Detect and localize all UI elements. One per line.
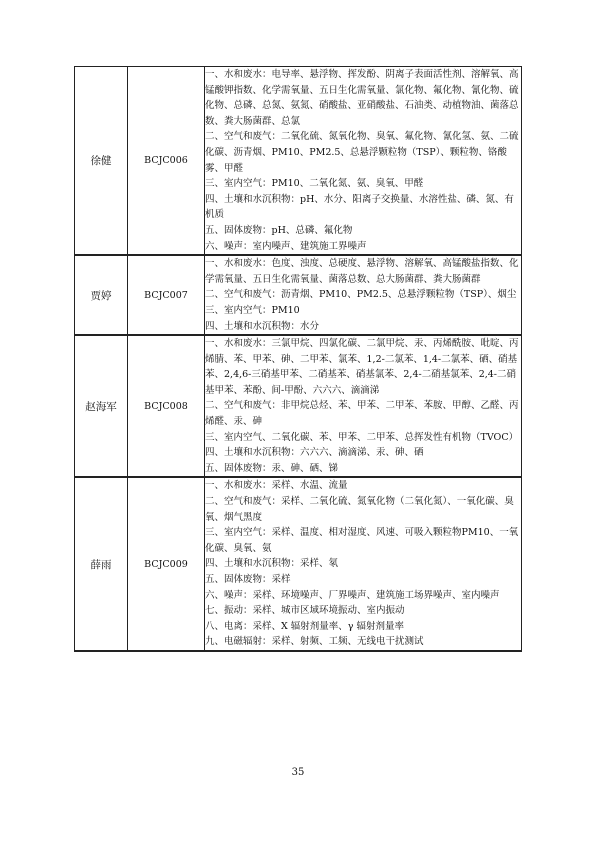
scope-item: 八、电离：采样、X 辐射剂量率、γ 辐射剂量率 <box>205 620 404 632</box>
person-name: 赵海军 <box>75 335 128 477</box>
staff-qualification-table <box>74 66 522 652</box>
person-name: 薛雨 <box>75 477 128 651</box>
scope-item: 三、室内空气、二氧化碳、苯、甲苯、二甲苯、总挥发性有机物（TVOC） <box>205 431 519 443</box>
test-scope <box>205 67 522 256</box>
scope-item: 五、固体废物：汞、砷、硒、锑 <box>205 462 339 474</box>
test-scope <box>205 255 522 335</box>
scope-item: 二、空气和废气：沥青烟、PM10、PM2.5、总悬浮颗粒物（TSP）、烟尘 <box>205 289 517 301</box>
staff-code: BCJC007 <box>128 255 205 335</box>
scope-item: 一、水和废水：电导率、悬浮物、挥发酚、阴离子表面活性剂、溶解氧、高锰酸钾指数、化学需氧量、五日生化需氧量、氯化物、氟化物、氰化物、硫化物、总磷、总氮、氨氮、硝酸盐、亚硝酸盐、石油类、动植物油、菌落总数、粪大肠菌群、总氯 <box>205 69 519 127</box>
staff-code: BCJC008 <box>128 335 205 477</box>
person-name: 贾婷 <box>75 255 128 335</box>
scope-item: 五、固体废物：采样 <box>205 574 291 585</box>
table-row <box>75 255 522 335</box>
table-body <box>75 67 522 651</box>
scope-item: 三、室内空气：PM10、二氧化氮、氨、臭氧、甲醛 <box>205 178 424 190</box>
table-row <box>75 67 522 256</box>
scope-item: 一、水和废水：采样、水温、流量 <box>205 480 348 492</box>
scope-item: 五、固体废物：pH、总磷、氟化物 <box>205 224 353 236</box>
scope-item: 六、噪声：室内噪声、建筑施工界噪声 <box>205 240 367 252</box>
table-row <box>75 335 522 477</box>
scope-item: 一、水和废水：三氯甲烷、四氯化碳、二氯甲烷、汞、丙烯酰胺、吡啶、丙烯腈、苯、甲苯、砷、二甲苯、氯苯、1,2-二氯苯、1,4-二氯苯、硒、硝基苯、2,4,6-三硝基甲苯、二硝基苯、硝基氯苯、2,4-二硝基氯苯、2,4-二硝基甲苯、苯酚、间-甲酚、六六六、滴滴涕 <box>205 338 519 396</box>
scope-item: 一、水和废水：色度、浊度、总硬度、悬浮物、溶解氧、高锰酸盐指数、化学需氧量、五日生化需氧量、菌落总数、总大肠菌群、粪大肠菌群 <box>205 258 519 285</box>
test-scope <box>205 477 522 651</box>
scope-item: 四、土壤和水沉积物：pH、水分、阳离子交换量、水溶性盐、磷、氮、有机质 <box>205 193 514 221</box>
staff-code: BCJC009 <box>128 477 205 651</box>
scope-item: 二、空气和废气：采样、二氧化硫、氮氧化物（二氧化氮）、一氧化碳、臭氧、烟气黑度 <box>205 496 514 523</box>
scope-item: 七、振动：采样、城市区域环境振动、室内振动 <box>205 605 405 617</box>
scope-item: 二、空气和废气：二氧化硫、氮氧化物、臭氧、氟化物、氰化氢、氨、二硫化碳、沥青烟、PM10、PM2.5、总悬浮颗粒物（TSP）、颗粒物、铬酸雾、甲醛 <box>205 131 519 174</box>
scope-item: 三、室内空气：PM10 <box>205 304 300 316</box>
scope-item: 六、噪声：采样、环境噪声、厂界噪声、建筑施工场界噪声、室内噪声 <box>205 589 500 601</box>
page-number: 35 <box>291 767 305 778</box>
scope-item: 四、土壤和水沉积物：采样、氡 <box>205 558 339 570</box>
scope-item: 三、室内空气：采样、温度、相对湿度、风速、可吸入颗粒物PM10、一氧化碳、臭氧、氨 <box>205 527 519 554</box>
staff-code: BCJC006 <box>128 67 205 256</box>
table-row <box>75 477 522 651</box>
test-scope <box>205 335 522 477</box>
scope-item: 二、空气和废气：非甲烷总烃、苯、甲苯、二甲苯、苯胺、甲醇、乙醛、丙烯醛、汞、砷 <box>205 400 519 428</box>
scope-item: 四、土壤和水沉积物：水分 <box>205 320 320 332</box>
scope-item: 四、土壤和水沉积物：六六六、滴滴涕、汞、砷、硒 <box>205 447 424 459</box>
scope-item: 九、电磁辐射：采样、射频、工频、无线电干扰测试 <box>205 636 424 648</box>
person-name: 徐健 <box>75 67 128 256</box>
